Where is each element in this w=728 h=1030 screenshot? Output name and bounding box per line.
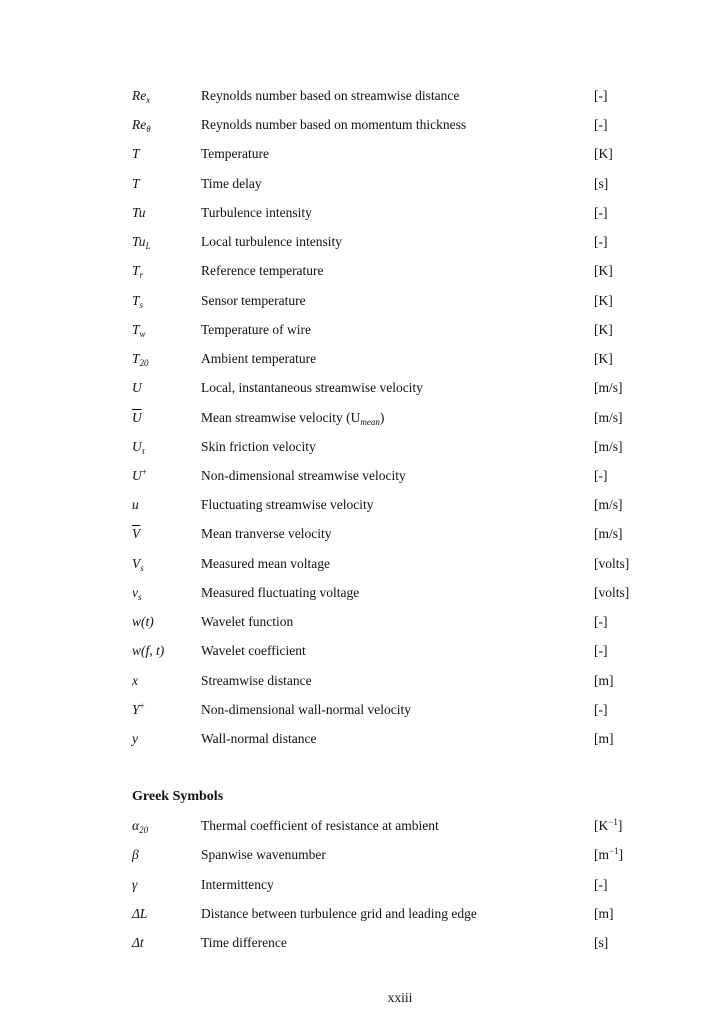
unit: [594, 466, 608, 486]
nomenclature-row: [0, 437, 728, 457]
description: [201, 144, 269, 164]
nomenclature-row: [0, 641, 728, 661]
symbol-main: Tu: [132, 234, 146, 250]
unit-text: [-]: [594, 876, 608, 892]
unit-text: [m/s]: [594, 380, 623, 396]
symbol: [132, 583, 142, 603]
unit-superscript: −1: [609, 846, 619, 857]
symbol: [132, 612, 154, 632]
description-text: Sensor temperature: [201, 292, 306, 308]
unit-text: [m: [594, 847, 609, 863]
nomenclature-row: [0, 671, 728, 691]
symbol: [132, 933, 144, 953]
unit-text: [-]: [594, 614, 608, 630]
description: [201, 408, 384, 428]
description-subscript: mean: [360, 416, 380, 427]
unit-text: [-]: [594, 234, 608, 250]
unit: [594, 437, 623, 457]
nomenclature-row: [0, 729, 728, 749]
description: [201, 495, 373, 515]
unit-text: [-]: [594, 117, 608, 133]
symbol-main: $\overline{V}$: [132, 526, 141, 542]
symbol: [132, 845, 139, 865]
unit-text: [-]: [594, 88, 608, 103]
description: [201, 875, 274, 895]
nomenclature-row: [0, 524, 728, 544]
description: [201, 261, 324, 281]
symbol: [132, 115, 151, 135]
description-text: Local turbulence intensity: [201, 234, 342, 250]
symbol: [132, 349, 149, 369]
symbol-main: w(t): [132, 614, 154, 630]
description: [201, 612, 293, 632]
description: [201, 671, 312, 691]
symbol: [132, 875, 137, 895]
unit-text: [K]: [594, 146, 613, 162]
symbol: [132, 700, 145, 720]
symbol-subscript: τ: [141, 445, 145, 456]
unit-text: [m/s]: [594, 438, 623, 454]
description-text: Ambient temperature: [201, 351, 317, 367]
nomenclature-row: [0, 933, 728, 953]
description-text: Spanwise wavenumber: [201, 847, 326, 863]
unit: [594, 291, 613, 311]
nomenclature-row: [0, 320, 728, 340]
symbol: [132, 408, 142, 428]
unit: [594, 174, 608, 194]
description: [201, 378, 423, 398]
symbol-main: T: [132, 321, 140, 337]
description-text: Local, instantaneous streamwise velocity: [201, 380, 423, 396]
symbol-main: u: [132, 497, 139, 513]
description-suffix: ): [379, 409, 385, 425]
nomenclature-row: [0, 232, 728, 252]
symbol-subscript: s: [138, 591, 142, 602]
symbol: [132, 437, 145, 457]
description-text: Reynolds number based on momentum thickness: [201, 117, 467, 133]
symbol-main: Δt: [132, 935, 144, 950]
nomenclature-row: [0, 378, 728, 398]
nomenclature-row: [0, 174, 728, 194]
unit-text: [volts]: [594, 555, 630, 571]
unit: [594, 933, 608, 953]
symbol-main: T: [132, 146, 140, 162]
symbol: [132, 641, 164, 661]
unit-text: [m]: [594, 672, 614, 688]
description: [201, 291, 306, 311]
unit-text: [K: [594, 818, 609, 833]
description-text: Wavelet coefficient: [201, 643, 306, 659]
symbol-subscript: 20: [139, 825, 149, 835]
nomenclature-row: [0, 583, 728, 603]
nomenclature-row: [0, 495, 728, 515]
unit-text: [m/s]: [594, 526, 623, 542]
description-text: Temperature of wire: [201, 321, 311, 337]
nomenclature-row: [0, 144, 728, 164]
unit-text: [volts]: [594, 584, 630, 600]
description-text: Fluctuating streamwise velocity: [201, 497, 374, 513]
unit-close: ]: [618, 847, 624, 863]
description-text: Mean streamwise velocity (U: [201, 409, 361, 425]
symbol-superscript: +: [139, 700, 145, 711]
symbol-main: ΔL: [132, 905, 148, 921]
nomenclature-row: [0, 261, 728, 281]
description: [201, 816, 439, 836]
unit: [594, 612, 608, 632]
unit: [594, 641, 608, 661]
description: [201, 232, 342, 252]
description: [201, 437, 316, 457]
unit-text: [K]: [594, 321, 613, 337]
description-text: Time difference: [201, 935, 287, 950]
symbol: [132, 495, 139, 515]
description-text: Reference temperature: [201, 263, 324, 279]
description-text: Time delay: [201, 175, 262, 191]
symbol-main: U: [132, 467, 142, 483]
description-text: Non-dimensional streamwise velocity: [201, 467, 406, 483]
greek-symbols-heading: Greek Symbols: [132, 789, 224, 804]
unit-text: [m/s]: [594, 409, 623, 425]
symbol-subscript: x: [146, 95, 151, 105]
symbol-main: T: [132, 292, 140, 308]
description-text: Thermal coefficient of resistance at ambient: [201, 818, 439, 833]
symbol-subscript: s: [140, 562, 144, 573]
symbol-main: x: [132, 672, 138, 688]
unit-text: [m]: [594, 731, 614, 747]
unit-text: [m]: [594, 905, 614, 921]
nomenclature-row: [0, 86, 728, 106]
description: [201, 700, 411, 720]
symbol-main: T: [132, 351, 140, 367]
symbol-subscript: L: [145, 241, 151, 252]
unit-superscript: −1: [608, 817, 618, 827]
unit: [594, 816, 622, 836]
unit-text: [-]: [594, 643, 608, 659]
description-text: Mean tranverse velocity: [201, 526, 332, 542]
description: [201, 203, 312, 223]
nomenclature-row: [0, 554, 728, 574]
unit-text: [K]: [594, 292, 613, 308]
symbol-main: U: [132, 438, 142, 454]
description-text: Measured mean voltage: [201, 555, 330, 571]
description: [201, 845, 326, 865]
unit-text: [K]: [594, 351, 613, 367]
description-text: Wavelet function: [201, 614, 294, 630]
symbol-main: V: [132, 555, 141, 571]
description: [201, 86, 459, 106]
unit: [594, 203, 608, 223]
symbol-main: U: [132, 380, 142, 396]
unit: [594, 261, 613, 281]
nomenclature-row: [0, 115, 728, 135]
nomenclature-row: [0, 904, 728, 924]
description-text: Streamwise distance: [201, 672, 312, 688]
description-text: Measured fluctuating voltage: [201, 584, 360, 600]
unit: [594, 144, 613, 164]
nomenclature-row: [0, 875, 728, 895]
description-text: Distance between turbulence grid and leading edge: [201, 905, 477, 921]
symbol: [132, 320, 146, 340]
symbol: [132, 144, 140, 164]
symbol: [132, 904, 147, 924]
symbol-main: T: [132, 175, 140, 191]
description-text: Turbulence intensity: [201, 204, 312, 220]
nomenclature-row: [0, 700, 728, 720]
symbol-subscript: w: [139, 328, 146, 339]
unit: [594, 671, 614, 691]
symbol: [132, 261, 143, 281]
description-text: Temperature: [201, 146, 270, 162]
nomenclature-row: [0, 612, 728, 632]
symbol-main: β: [132, 847, 139, 863]
description: [201, 933, 287, 953]
symbol: [132, 203, 146, 223]
unit: [594, 729, 614, 749]
symbol: [132, 524, 140, 544]
unit: [594, 904, 614, 924]
unit: [594, 495, 623, 515]
nomenclature-row: [0, 408, 728, 428]
nomenclature-row: [0, 349, 728, 369]
unit-text: [s]: [594, 935, 609, 950]
symbol-main: T: [132, 263, 140, 279]
unit: [594, 349, 613, 369]
symbol-main: Tu: [132, 204, 146, 220]
unit-text: [-]: [594, 204, 608, 220]
symbol-subscript: 20: [139, 358, 149, 369]
unit: [594, 700, 608, 720]
symbol: [132, 729, 138, 749]
unit: [594, 232, 608, 252]
unit-text: [s]: [594, 175, 609, 191]
unit: [594, 408, 623, 428]
description-text: Intermittency: [201, 876, 274, 892]
symbol-subscript: θ: [146, 124, 151, 135]
description-text: Skin friction velocity: [201, 438, 316, 454]
symbol: [132, 378, 142, 398]
unit-text: [m/s]: [594, 497, 623, 513]
unit-text: [-]: [594, 701, 608, 717]
symbol-main: w(f, t): [132, 643, 165, 659]
description-text: Wall-normal distance: [201, 731, 317, 747]
symbol-main: Y: [132, 701, 140, 717]
description: [201, 349, 316, 369]
description: [201, 174, 262, 194]
unit: [594, 320, 613, 340]
description-text: Non-dimensional wall-normal velocity: [201, 701, 411, 717]
description: [201, 554, 330, 574]
symbol-main: y: [132, 731, 138, 747]
nomenclature-row: [0, 816, 728, 836]
symbol: [132, 291, 143, 311]
symbol: [132, 671, 138, 691]
description: [201, 320, 311, 340]
symbol-main: γ: [132, 876, 138, 892]
symbol: [132, 554, 144, 574]
unit: [594, 554, 629, 574]
symbol: [132, 174, 140, 194]
symbol-main: Re: [132, 117, 147, 133]
unit: [594, 86, 608, 106]
symbol-main: $\overline{U}$: [132, 409, 142, 425]
page-number: xxiii: [387, 990, 413, 1005]
symbol: [132, 466, 147, 486]
unit: [594, 845, 623, 865]
description: [201, 115, 466, 135]
symbol-main: α: [132, 818, 140, 833]
description-text: Reynolds number based on streamwise distance: [201, 88, 460, 103]
unit-text: [-]: [594, 467, 608, 483]
symbol: [132, 232, 151, 252]
description: [201, 583, 359, 603]
nomenclature-row: [0, 466, 728, 486]
symbol-main: v: [132, 584, 138, 600]
nomenclature-row: [0, 845, 728, 865]
unit: [594, 115, 608, 135]
unit-text: [K]: [594, 263, 613, 279]
description: [201, 729, 317, 749]
symbol: [132, 86, 150, 106]
description: [201, 524, 331, 544]
description: [201, 904, 477, 924]
unit: [594, 524, 623, 544]
symbol-subscript: r: [139, 270, 144, 281]
symbol-main: Re: [132, 88, 147, 103]
unit: [594, 875, 608, 895]
unit: [594, 378, 623, 398]
nomenclature-row: [0, 203, 728, 223]
nomenclature-row: [0, 291, 728, 311]
symbol-superscript: +: [141, 466, 147, 477]
description: [201, 641, 306, 661]
symbol-subscript: s: [139, 299, 144, 310]
description: [201, 466, 406, 486]
symbol: [132, 816, 148, 836]
unit-close: ]: [617, 818, 623, 833]
unit: [594, 583, 629, 603]
